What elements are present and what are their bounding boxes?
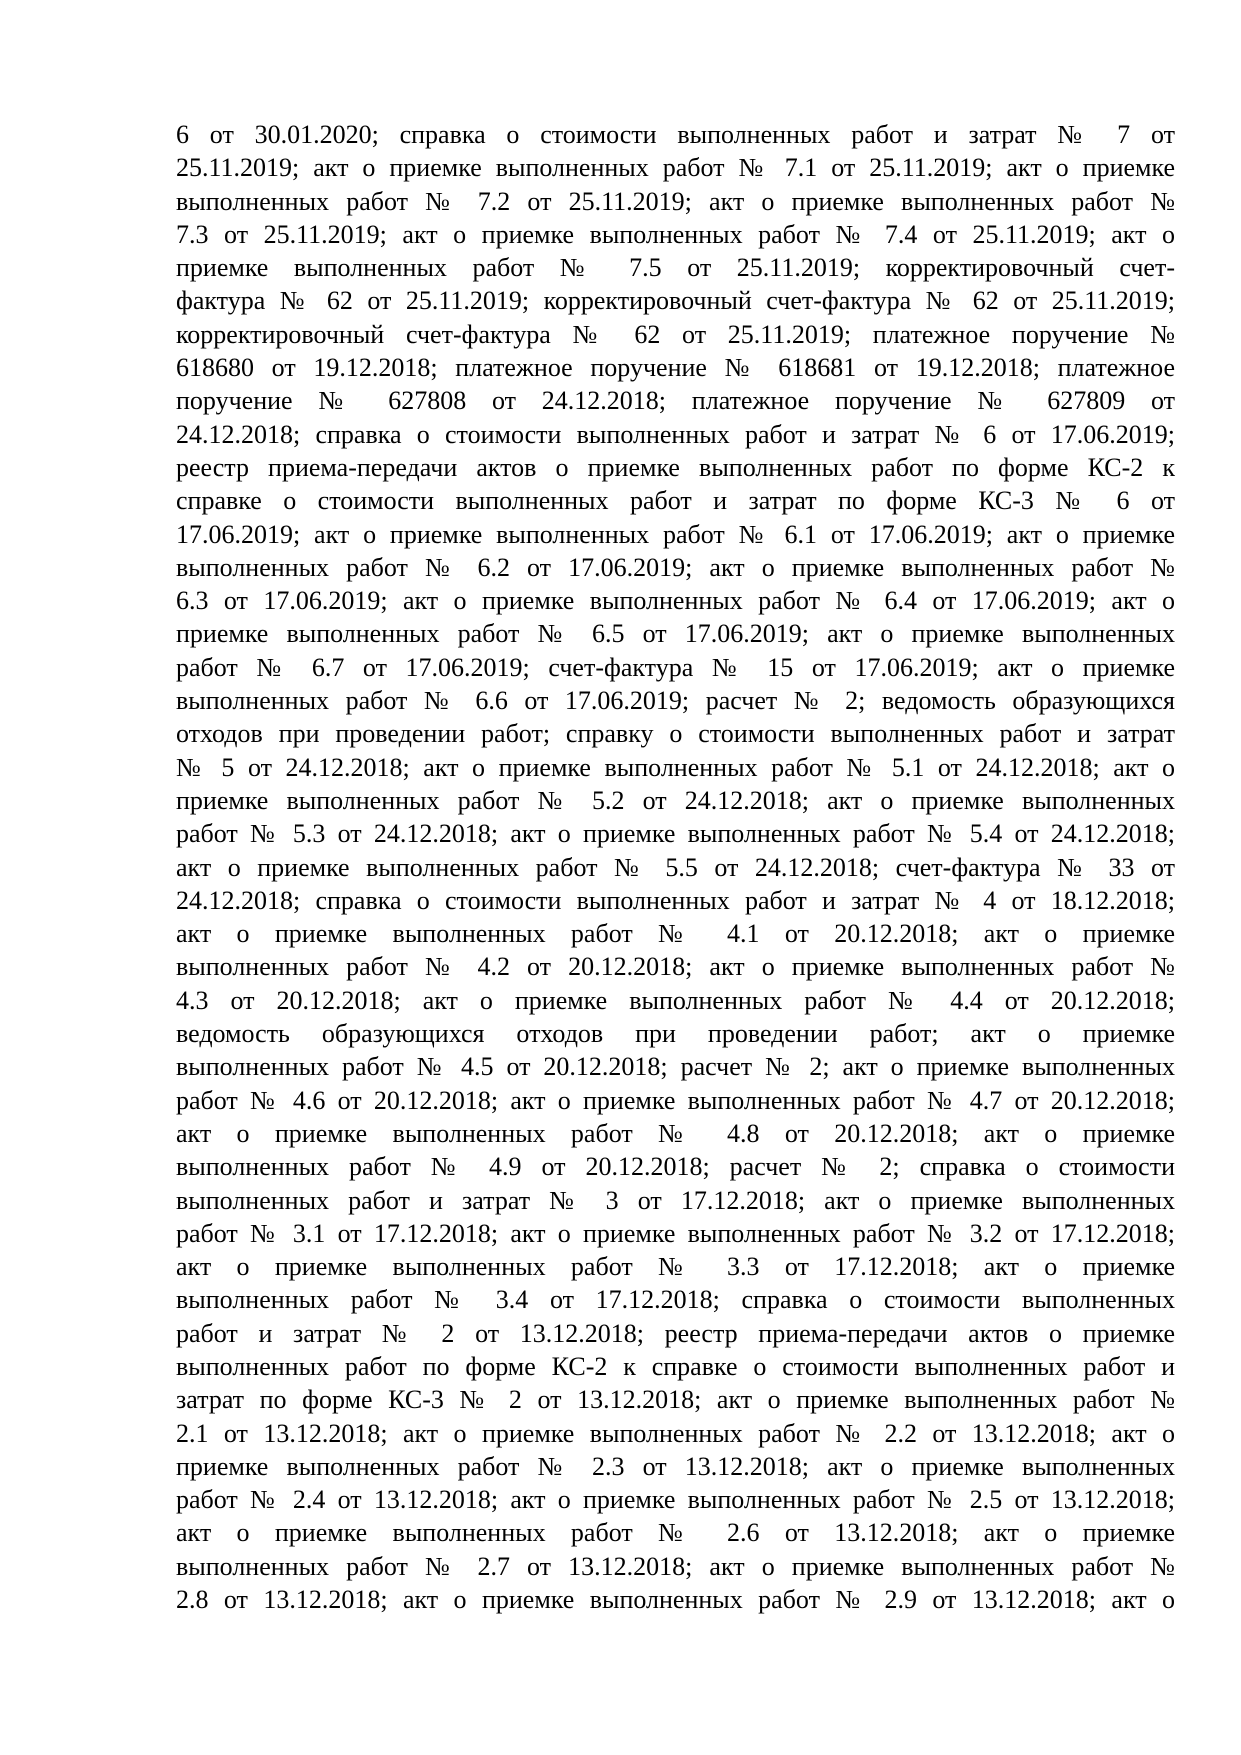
text-line: 618680 от 19.12.2018; платежное поручение № 618681 от 19.12.2018; платежное xyxy=(176,353,1175,383)
text-line: акт о приемке выполненных работ № 2.6 от 13.12.2018; акт о приемке xyxy=(176,1518,1175,1548)
text-line: отходов при проведении работ; справку о стоимости выполненных работ и затрат xyxy=(176,719,1175,749)
text-line: выполненных работ № 4.2 от 20.12.2018; акт о приемке выполненных работ № xyxy=(176,952,1175,982)
text-line: приемке выполненных работ № 6.5 от 17.06.2019; акт о приемке выполненных xyxy=(176,619,1175,649)
text-line: приемке выполненных работ № 5.2 от 24.12.2018; акт о приемке выполненных xyxy=(176,785,1175,815)
text-line: 24.12.2018; справка о стоимости выполненных работ и затрат № 6 от 17.06.2019; xyxy=(176,419,1175,449)
text-line: выполненных работ № 6.6 от 17.06.2019; расчет № 2; ведомость образующихся xyxy=(176,686,1175,716)
text-line: работ № 6.7 от 17.06.2019; счет-фактура № 15 от 17.06.2019; акт о приемке xyxy=(176,652,1175,682)
text-line: выполненных работ № 4.9 от 20.12.2018; расчет № 2; справка о стоимости xyxy=(176,1152,1175,1182)
text-line: затрат по форме КС-3 № 2 от 13.12.2018; акт о приемке выполненных работ № xyxy=(176,1385,1175,1415)
text-line: акт о приемке выполненных работ № 3.3 от 17.12.2018; акт о приемке xyxy=(176,1252,1175,1282)
text-line: работ № 5.3 от 24.12.2018; акт о приемке выполненных работ № 5.4 от 24.12.2018; xyxy=(176,819,1175,849)
text-line: 25.11.2019; акт о приемке выполненных работ № 7.1 от 25.11.2019; акт о приемке xyxy=(176,153,1175,183)
text-line: ведомость образующихся отходов при проведении работ; акт о приемке xyxy=(176,1019,1175,1049)
text-line: № 5 от 24.12.2018; акт о приемке выполненных работ № 5.1 от 24.12.2018; акт о xyxy=(176,752,1175,782)
text-line: справке о стоимости выполненных работ и затрат по форме КС-3 № 6 от xyxy=(176,486,1175,516)
text-line: 17.06.2019; акт о приемке выполненных работ № 6.1 от 17.06.2019; акт о приемке xyxy=(176,519,1175,549)
text-line: 2.1 от 13.12.2018; акт о приемке выполненных работ № 2.2 от 13.12.2018; акт о xyxy=(176,1418,1175,1448)
text-line: выполненных работ № 3.4 от 17.12.2018; справка о стоимости выполненных xyxy=(176,1285,1175,1315)
body-text xyxy=(176,118,1175,1616)
text-line: работ и затрат № 2 от 13.12.2018; реестр приема-передачи актов о приемке xyxy=(176,1318,1175,1348)
text-line: 4.3 от 20.12.2018; акт о приемке выполненных работ № 4.4 от 20.12.2018; xyxy=(176,985,1175,1015)
text-line: 24.12.2018; справка о стоимости выполненных работ и затрат № 4 от 18.12.2018; xyxy=(176,885,1175,915)
text-line: поручение № 627808 от 24.12.2018; платежное поручение № 627809 от xyxy=(176,386,1175,416)
text-line: выполненных работ № 2.7 от 13.12.2018; акт о приемке выполненных работ № xyxy=(176,1551,1175,1581)
text-line: приемке выполненных работ № 7.5 от 25.11.2019; корректировочный счет- xyxy=(176,253,1175,283)
text-line: акт о приемке выполненных работ № 4.1 от 20.12.2018; акт о приемке xyxy=(176,919,1175,949)
text-line: акт о приемке выполненных работ № 5.5 от 24.12.2018; счет-фактура № 33 от xyxy=(176,852,1175,882)
text-line: выполненных работ и затрат № 3 от 17.12.2018; акт о приемке выполненных xyxy=(176,1185,1175,1215)
text-line: выполненных работ № 6.2 от 17.06.2019; акт о приемке выполненных работ № xyxy=(176,552,1175,582)
text-line: приемке выполненных работ № 2.3 от 13.12.2018; акт о приемке выполненных xyxy=(176,1451,1175,1481)
text-line: фактура № 62 от 25.11.2019; корректировочный счет-фактура № 62 от 25.11.2019; xyxy=(176,286,1175,316)
text-line: 2.8 от 13.12.2018; акт о приемке выполненных работ № 2.9 от 13.12.2018; акт о xyxy=(176,1585,1175,1615)
text-line: выполненных работ № 7.2 от 25.11.2019; акт о приемке выполненных работ № xyxy=(176,186,1175,216)
text-line: работ № 2.4 от 13.12.2018; акт о приемке выполненных работ № 2.5 от 13.12.2018; xyxy=(176,1485,1175,1515)
text-line: реестр приема-передачи актов о приемке выполненных работ по форме КС-2 к xyxy=(176,452,1175,482)
text-line: выполненных работ по форме КС-2 к справке о стоимости выполненных работ и xyxy=(176,1351,1175,1381)
text-line: 7.3 от 25.11.2019; акт о приемке выполненных работ № 7.4 от 25.11.2019; акт о xyxy=(176,219,1175,249)
text-line: 6 от 30.01.2020; справка о стоимости выполненных работ и затрат № 7 от xyxy=(176,120,1175,149)
text-line: корректировочный счет-фактура № 62 от 25.11.2019; платежное поручение № xyxy=(176,319,1175,349)
text-line: акт о приемке выполненных работ № 4.8 от 20.12.2018; акт о приемке xyxy=(176,1118,1175,1148)
text-line: работ № 3.1 от 17.12.2018; акт о приемке выполненных работ № 3.2 от 17.12.2018; xyxy=(176,1218,1175,1248)
text-line: выполненных работ № 4.5 от 20.12.2018; расчет № 2; акт о приемке выполненных xyxy=(176,1052,1175,1082)
text-line: работ № 4.6 от 20.12.2018; акт о приемке выполненных работ № 4.7 от 20.12.2018; xyxy=(176,1085,1175,1115)
text-line: 6.3 от 17.06.2019; акт о приемке выполненных работ № 6.4 от 17.06.2019; акт о xyxy=(176,586,1175,616)
